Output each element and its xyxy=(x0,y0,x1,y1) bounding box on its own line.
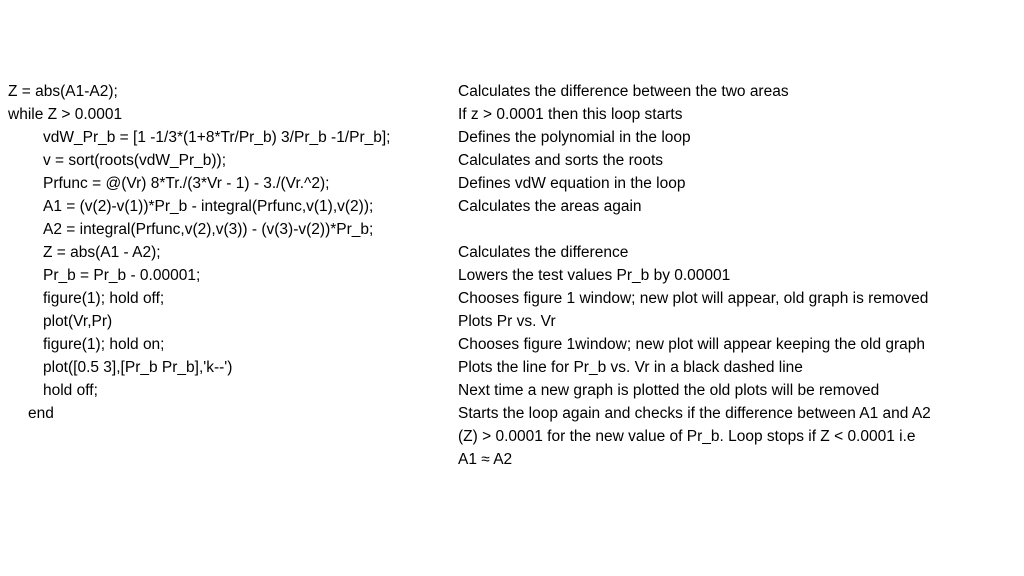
code-line: plot([0.5 3],[Pr_b Pr_b],'k--') xyxy=(43,359,233,376)
explanation-line: Chooses figure 1 window; new plot will appear, old graph is removed xyxy=(458,290,929,307)
code-line: v = sort(roots(vdW_Pr_b)); xyxy=(43,152,227,169)
code-line: figure(1); hold off; xyxy=(43,290,165,307)
code-line: Z = abs(A1 - A2); xyxy=(43,244,161,261)
explanation-line: Calculates and sorts the roots xyxy=(458,152,664,169)
explanation-block xyxy=(458,80,1018,471)
explanation-line: Next time a new graph is plotted the old plots will be removed xyxy=(458,382,880,399)
code-line: Pr_b = Pr_b - 0.00001; xyxy=(43,267,201,284)
explanation-line: A1 ≈ A2 xyxy=(458,451,513,468)
code-line: while Z > 0.0001 xyxy=(8,106,123,123)
code-line: hold off; xyxy=(43,382,98,399)
explanation-line: Defines the polynomial in the loop xyxy=(458,129,691,146)
matlab-code-block xyxy=(8,80,448,425)
explanation-line: If z > 0.0001 then this loop starts xyxy=(458,106,683,123)
code-line: end xyxy=(28,405,54,422)
explanation-line: (Z) > 0.0001 for the new value of Pr_b. Loop stops if Z < 0.0001 i.e xyxy=(458,428,916,445)
code-line: figure(1); hold on; xyxy=(43,336,165,353)
explanation-line: Plots Pr vs. Vr xyxy=(458,313,556,330)
explanation-line xyxy=(458,218,1018,241)
explanation-line: Calculates the difference xyxy=(458,244,629,261)
explanation-line: Starts the loop again and checks if the difference between A1 and A2 xyxy=(458,405,931,422)
code-line: A1 = (v(2)-v(1))*Pr_b - integral(Prfunc,v(1),v(2)); xyxy=(43,198,374,215)
explanation-line: Defines vdW equation in the loop xyxy=(458,175,686,192)
explanation-line: Chooses figure 1window; new plot will appear keeping the old graph xyxy=(458,336,926,353)
explanation-line: Calculates the areas again xyxy=(458,198,642,215)
explanation-line: Plots the line for Pr_b vs. Vr in a black dashed line xyxy=(458,359,803,376)
code-line: A2 = integral(Prfunc,v(2),v(3)) - (v(3)-v(2))*Pr_b; xyxy=(43,221,374,238)
code-line: Prfunc = @(Vr) 8*Tr./(3*Vr - 1) - 3./(Vr.^2); xyxy=(43,175,330,192)
explanation-line: Calculates the difference between the two areas xyxy=(458,83,789,100)
code-line: plot(Vr,Pr) xyxy=(43,313,113,330)
code-line: Z = abs(A1-A2); xyxy=(8,83,118,100)
explanation-line: Lowers the test values Pr_b by 0.00001 xyxy=(458,267,731,284)
code-line: vdW_Pr_b = [1 -1/3*(1+8*Tr/Pr_b) 3/Pr_b -1/Pr_b]; xyxy=(43,129,391,146)
